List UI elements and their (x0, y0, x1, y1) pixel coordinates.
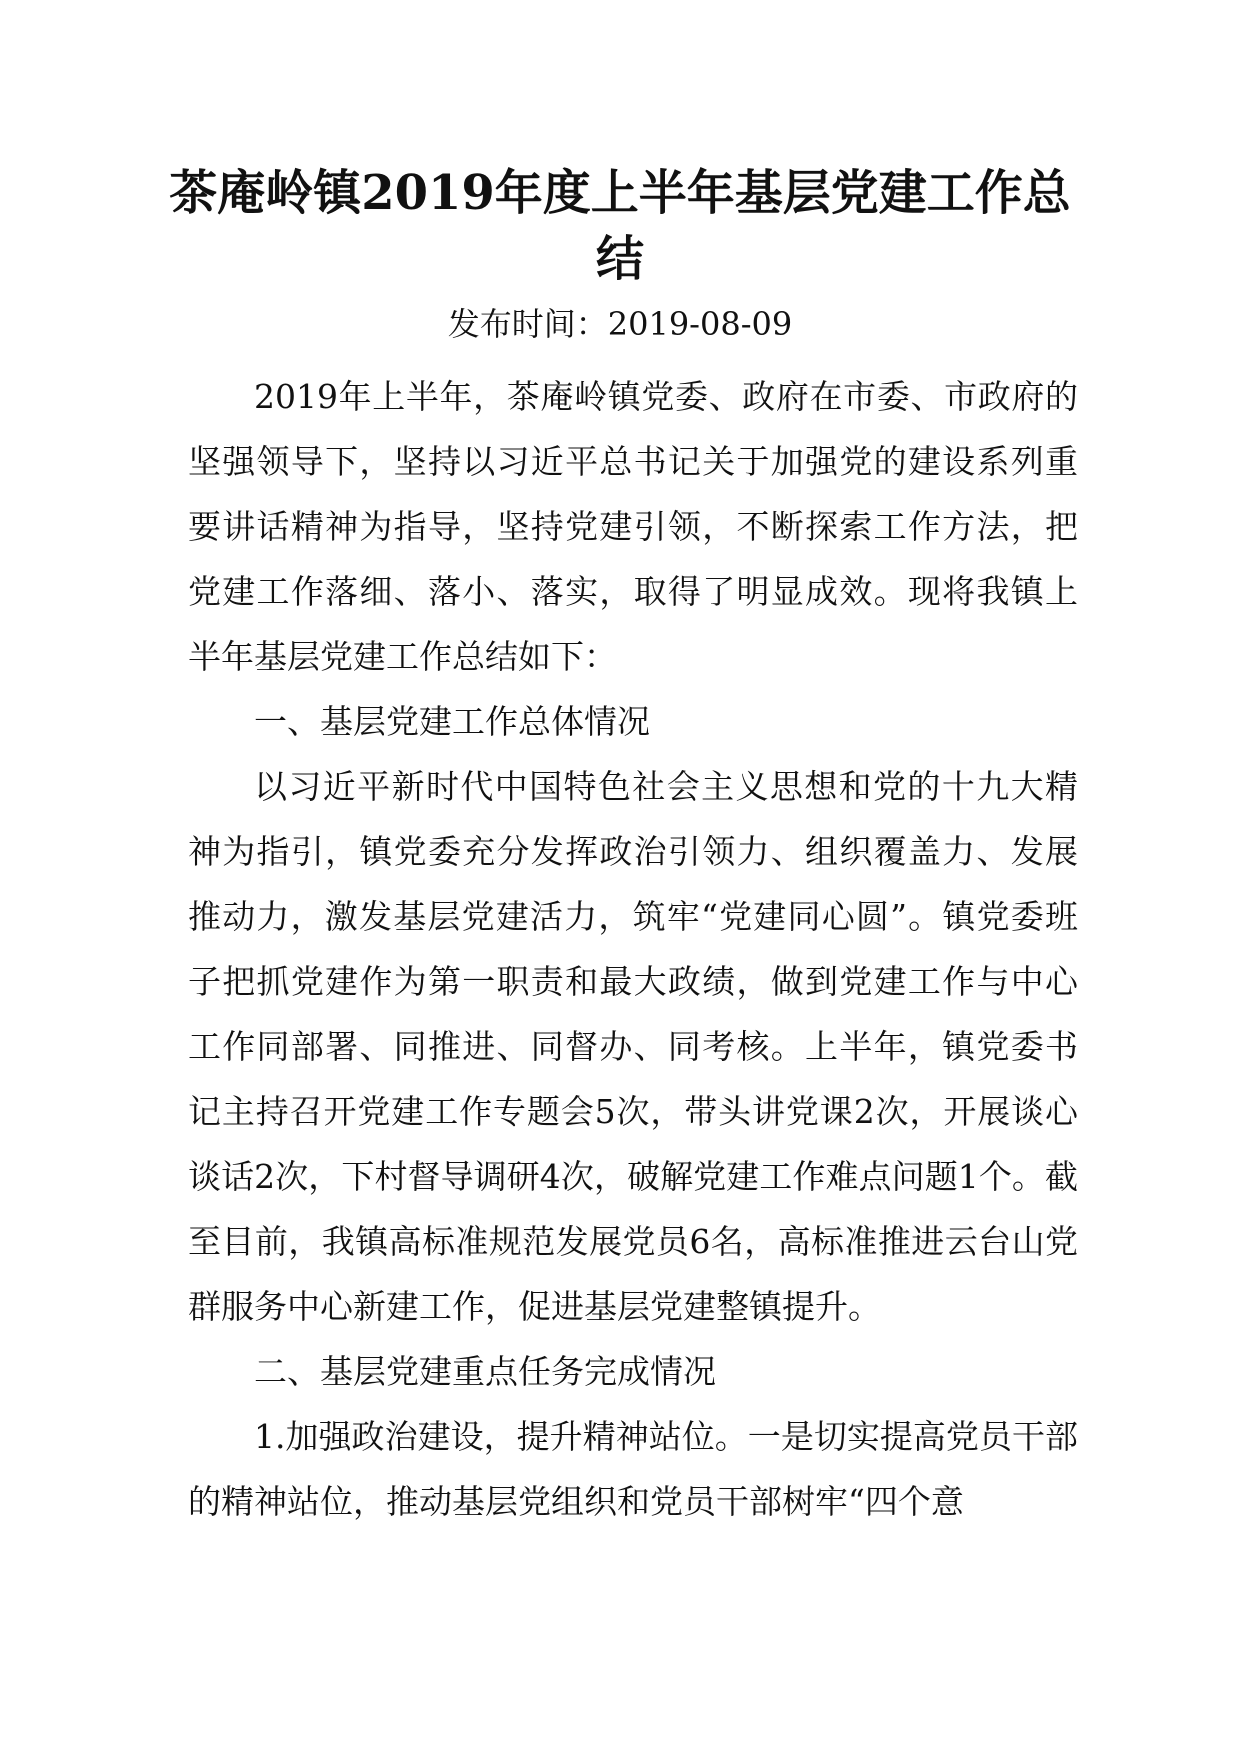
paragraph-political: 1.加强政治建设，提升精神站位。一是切实提高党员干部的精神站位，推动基层党组织和党员干部树牢“四个意 (188, 1417, 1078, 1521)
paragraph-overview: 以习近平新时代中国特色社会主义思想和党的十九大精神为指引，镇党委充分发挥政治引领力、组织覆盖力、发展推动力，激发基层党建活力，筑牢“党建同心圆”。镇党委班子把抓党建作为第一职责和最大政绩，做到党建工作与中心工作同部署、同推进、同督办、同考核。上半年，镇党委书记主持召开党建工作专题会5次，带头讲党课2次，开展谈心谈话2次，下村督导调研4次，破解党建工作难点问题1个。截至目前，我镇高标准规范发展党员6名，高标准推进云台山党群服务中心新建工作，促进基层党建整镇提升。 (188, 767, 1078, 1326)
document-body (188, 364, 1078, 1534)
section-heading-1: 一、基层党建工作总体情况 (254, 702, 650, 741)
paragraph-intro: 2019年上半年，茶庵岭镇党委、政府在市委、市政府的坚强领导下，坚持以习近平总书记关于加强党的建设系列重要讲话精神为指导，坚持党建引领，不断探索工作方法，把党建工作落细、落小、落实，取得了明显成效。现将我镇上半年基层党建工作总结如下： (188, 377, 1078, 676)
document-title: 茶庵岭镇2019年度上半年基层党建工作总结 (169, 165, 1071, 287)
publish-date: 发布时间：2019-08-09 (447, 305, 793, 343)
section-heading-2: 二、基层党建重点任务完成情况 (254, 1352, 716, 1391)
